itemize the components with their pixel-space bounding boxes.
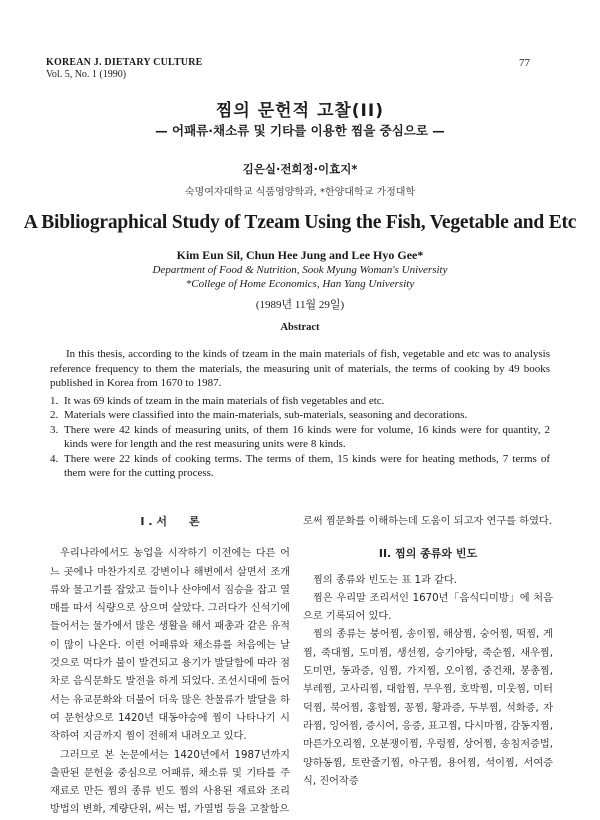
abstract-item: 3. There were 42 kinds of measuring units, of them 16 kinds were for volume, 16 kinds were for quantity, 2 kinds were for length and the rest measuring units were 8 kinds. bbox=[50, 423, 550, 450]
section-1-heading: I . 서 론 bbox=[140, 515, 200, 528]
journal-volume: Vol. 5, No. 1 (1990) bbox=[46, 69, 127, 80]
section-2-paragraph-2: 찜은 우리말 조리서인 1670년「음식디미방」에 처음으로 기록되어 있다. bbox=[303, 592, 553, 623]
page-number: 77 bbox=[519, 57, 530, 69]
abstract-item: 4. There were 22 kinds of cooking terms. The terms of them, 15 kinds were for heating methods, 7 terms of them were for the cutting process. bbox=[50, 452, 550, 479]
english-affiliation-2: *College of Home Economics, Han Yang University bbox=[185, 278, 415, 290]
section-1-paragraph-3: 로써 찜문화를 이해하는데 도움이 되고자 연구를 하였다. bbox=[303, 516, 553, 527]
korean-title: 찜의 문헌적 고찰(II) bbox=[216, 101, 384, 121]
abstract-item: 2. Materials were classified into the main-materials, sub-materials, seasoning and decorations. bbox=[50, 409, 468, 421]
abstract-findings-list bbox=[50, 394, 550, 481]
section-2-paragraph-3: 찜의 종류는 붕어찜, 송이찜, 해삼찜, 숭어찜, 떡찜, 게찜, 죽대찜, 도미찜, 생선찜, 승기야탕, 죽순찜, 새우찜, 도미면, 동과증, 임찜, 가지찜, 오이찜, 중건채, 봉총찜, 부레찜, 고사리찜, 대합찜, 무우찜, 호박찜, 미웃찜, 미터덕찜, 북어찜, 홍합찜, 꽁찜, 황과증, 두부찜, 석화증, 자라찜, 잉어찜, 증시어, 응증, 표고찜, 다시마찜, 감동지찜, 마른가오리찜, 오분쟁이찜, 우렁찜, 상어찜, 송침저증법, 양하동찜, 토란줄기찜, 아구찜, 용어찜, 석이찜, 서여증식, 진어작증 bbox=[303, 629, 553, 787]
section-2-heading: II. 찜의 종류와 빈도 bbox=[378, 547, 478, 561]
abstract-item: 1. It was 69 kinds of tzeam in the main materials of fish vegetables and etc. bbox=[50, 394, 385, 407]
section-1-paragraph-1: 우리나라에서도 농업을 시작하기 이전에는 다른 어느 곳에나 마찬가지로 강변이나 해변에서 살면서 조개류와 물고기를 잡았고 들이나 산야에서 짐승을 잡고 열매를 따서 식량으로 삼으며 살았다. 그러다가 신석기에 들어서는 물가에서 많은 생활을 해서 패총과 같은 유적이 많이 나온다. 이런 어패류와 채소류를 처음에는 날것으로 먹다가 불이 발견되고 용기가 발달함에 따라 점차로 음식문화도 발전을 하게 되었다. 조선시대에 들어서는 유교문화와 더불어 더욱 많은 찬물류가 발달을 하여 문헌상으로 1420년 대동야승에 찜이 나타나기 시작하여 지금까지 찜이 전해져 내려오고 있다. bbox=[50, 548, 290, 743]
korean-subtitle: — 어패류·채소류 및 기타를 이용한 찜을 중심으로 — bbox=[155, 123, 445, 138]
left-column bbox=[50, 513, 290, 820]
section-2-paragraph-1: 찜의 종류와 빈도는 표 1과 같다. bbox=[313, 574, 458, 586]
korean-affiliation: 숙명여자대학교 식품영양학과, *한양대학교 가정대학 bbox=[184, 187, 416, 198]
journal-name: KOREAN J. DIETARY CULTURE bbox=[46, 57, 203, 68]
abstract-body bbox=[50, 347, 550, 481]
journal-header bbox=[46, 57, 203, 81]
korean-authors: 김은실·전희정·이효지* bbox=[242, 162, 358, 176]
right-column bbox=[303, 513, 553, 791]
section-1-paragraph-2: 그러므로 본 논문에서는 1420년에서 1987년까지 출판된 문헌을 중심으로 어패류, 채소류 및 기타를 주재료로 만든 찜의 종류 빈도 찜의 사용된 재료와 조리방법의 변화, 계량단위, 써는 법, 가열법 등을 고찰함으 bbox=[50, 749, 290, 816]
abstract-intro: In this thesis, according to the kinds of tzeam in the main materials of fish, vegetable and etc was to analysis reference frequency to them the materials, the measuring unit of materials, the terms of cooking by 49 books published in Korea from 1670 to 1987. bbox=[50, 348, 550, 389]
english-title: A Bibliographical Study of Tzeam Using the Fish, Vegetable and Etc bbox=[23, 212, 577, 233]
english-authors: Kim Eun Sil, Chun Hee Jung and Lee Hyo Gee* bbox=[176, 248, 424, 262]
abstract-heading: Abstract bbox=[280, 322, 320, 333]
english-affiliation-1: Department of Food & Nutrition, Sook Myung Woman's University bbox=[152, 264, 448, 276]
received-date: (1989년 11월 29일) bbox=[255, 299, 345, 311]
